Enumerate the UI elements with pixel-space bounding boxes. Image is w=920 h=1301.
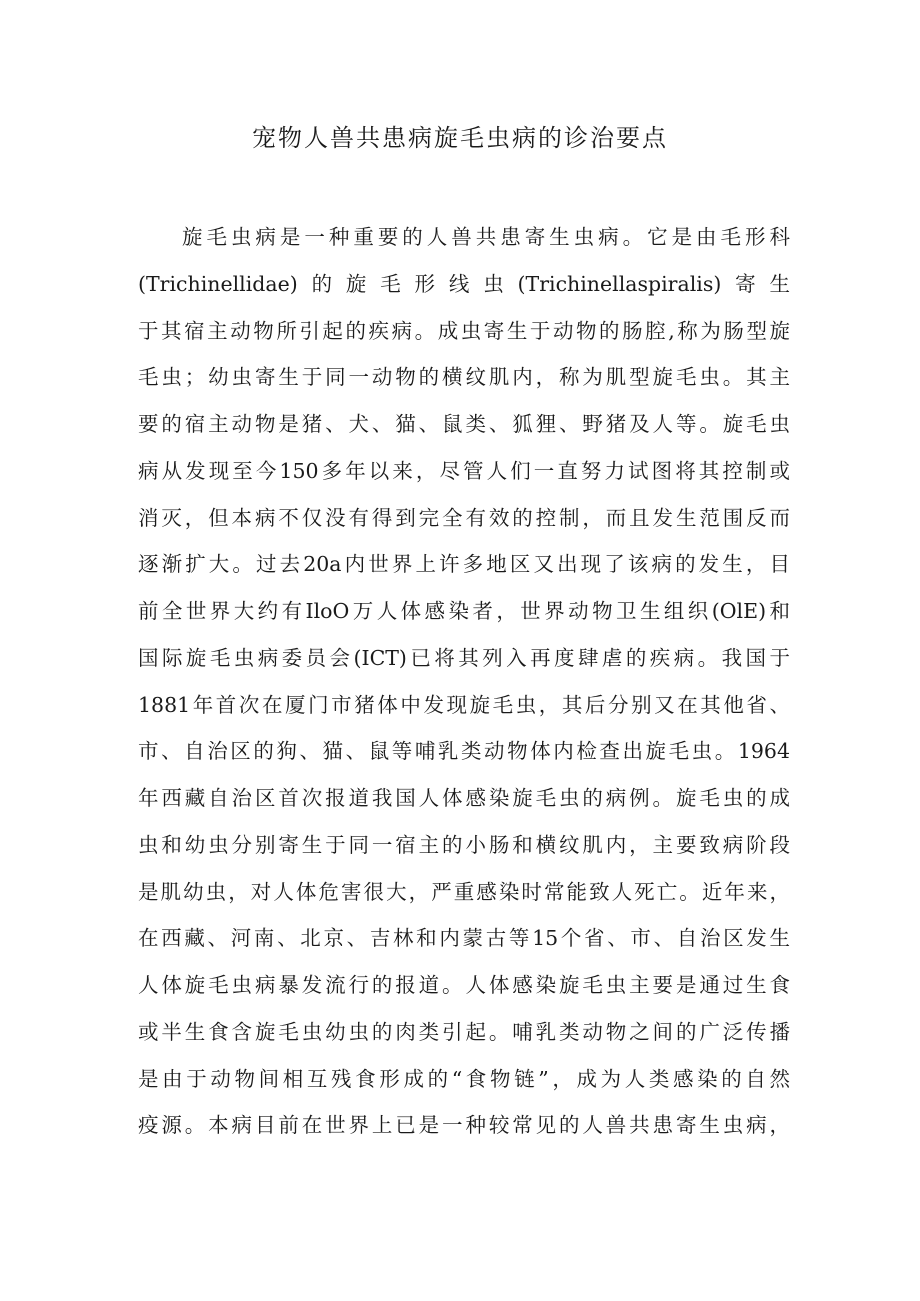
document-title: 宠物人兽共患病旋毛虫病的诊治要点 xyxy=(252,124,668,152)
paragraph-line: 在西藏、河南、北京、吉林和内蒙古等15个省、市、自治区发生 xyxy=(138,926,790,951)
paragraph-line: 于其宿主动物所引起的疾病。成虫寄生于动物的肠腔,称为肠型旋 xyxy=(138,318,790,343)
paragraph-line: 市、自治区的狗、猫、鼠等哺乳类动物体内检查出旋毛虫。1964 xyxy=(138,739,790,764)
paragraph-line: 虫和幼虫分别寄生于同一宿主的小肠和横纹肌内，主要致病阶段 xyxy=(138,832,790,857)
paragraph-line: 是肌幼虫，对人体危害很大，严重感染时常能致人死亡。近年来， xyxy=(138,879,790,904)
paragraph-line: 毛虫；幼虫寄生于同一动物的横纹肌内，称为肌型旋毛虫。其主 xyxy=(138,365,790,390)
paragraph-line: 要的宿主动物是猪、犬、猫、鼠类、狐狸、野猪及人等。旋毛虫 xyxy=(138,412,790,436)
paragraph-line: 或半生食含旋毛虫幼虫的肉类引起。哺乳类动物之间的广泛传播 xyxy=(138,1019,790,1044)
paragraph-line: 旋毛虫病是一种重要的人兽共患寄生虫病。它是由毛形科 xyxy=(182,225,790,249)
paragraph-line: 病从发现至今150多年以来，尽管人们一直努力试图将其控制或 xyxy=(138,458,790,483)
paragraph-line: 是由于动物间相互残食形成的“食物链”，成为人类感染的自然 xyxy=(138,1066,790,1091)
body-paragraph xyxy=(138,214,790,1149)
paragraph-line: (Trichinellidae)的旋毛形线虫(Trichinellaspiralis)寄生 xyxy=(138,271,790,296)
paragraph-line: 国际旋毛虫病委员会(ICT)已将其列入再度肆虐的疾病。我国于 xyxy=(138,645,790,670)
paragraph-line: 1881年首次在厦门市猪体中发现旋毛虫，其后分别又在其他省、 xyxy=(138,692,790,717)
paragraph-line: 疫源。本病目前在世界上已是一种较常见的人兽共患寄生虫病， xyxy=(138,1113,790,1138)
paragraph-line: 人体旋毛虫病暴发流行的报道。人体感染旋毛虫主要是通过生食 xyxy=(138,973,790,997)
paragraph-line: 年西藏自治区首次报道我国人体感染旋毛虫的病例。旋毛虫的成 xyxy=(138,786,790,810)
paragraph-line: 前全世界大约有IloO万人体感染者，世界动物卫生组织(OlE)和 xyxy=(138,599,790,623)
paragraph-line: 逐渐扩大。过去20a内世界上许多地区又出现了该病的发生，目 xyxy=(138,552,790,577)
paragraph-line: 消灭，但本病不仅没有得到完全有效的控制，而且发生范围反而 xyxy=(138,505,790,530)
